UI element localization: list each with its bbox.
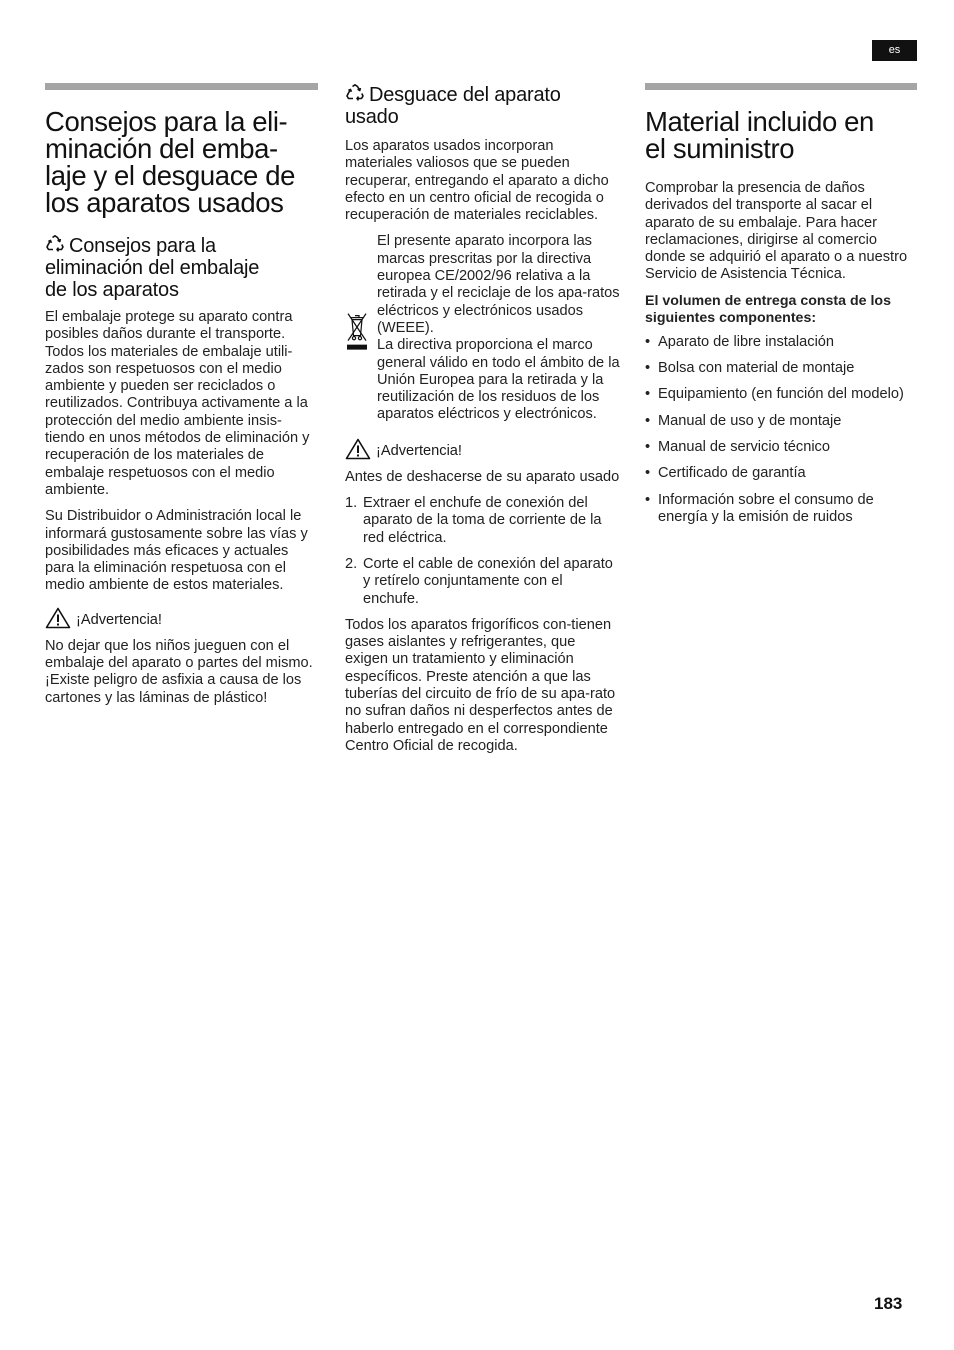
column-supplied-material — [645, 83, 917, 535]
title-line: Consejos para la eli- — [45, 106, 288, 137]
bullet: • — [645, 333, 651, 350]
list-lead: El volumen de entrega consta de los siguientes componentes: — [645, 292, 891, 326]
list-item — [645, 465, 917, 482]
recycle-icon — [45, 234, 65, 254]
bullet: • — [645, 491, 651, 508]
bullet: • — [645, 386, 651, 403]
page-number: 183 — [874, 1294, 903, 1313]
paragraph: Todos los aparatos frigoríficos con-tienen gases aislantes y refrigerantes, que exigen un tratamiento y eliminación específicos. Preste atención a que las tuberías del circuito de frío de su apa-rato no sufran daños ni desperfectos antes de haberlo entregado en el correspondiente Centro Oficial de recogida. — [345, 616, 616, 754]
paragraph: El presente aparato incorpora las marcas prescritas por la directiva europea CE/2002/96 relativa a la retirada y el reciclaje de los apa-ratos eléctricos y electrónicos usados (WEEE). — [377, 233, 620, 336]
title-line: minación del emba- — [45, 133, 278, 164]
step-number: 1. — [345, 495, 358, 512]
item-text: Certificado de garantía — [658, 465, 806, 482]
list-item — [645, 439, 917, 456]
crossed-bin-icon — [345, 236, 369, 423]
item-text: Equipamiento (en función del modelo) — [658, 386, 904, 403]
warning-icon — [45, 607, 71, 629]
warning-label: ¡Advertencia! — [376, 442, 462, 459]
item-text: Información sobre el consumo de energía y la emisión de ruidos — [658, 491, 874, 525]
list-item — [645, 334, 917, 351]
warning-label: ¡Advertencia! — [76, 611, 162, 628]
paragraph: El embalaje protege su aparato contra posibles daños durante el transporte. Todos los materiales de embalaje utili-zados son respetuosos con el medio ambiente y pueden ser reciclados o reutilizados. Contribuya activamente a la protección del medio ambiente insis-tiendo en unos métodos de eliminación y recuperación de los materiales de embalaje respetuosos con el medio ambiente. — [45, 309, 310, 498]
list-item — [345, 495, 620, 547]
list-item — [345, 556, 620, 608]
list-item — [645, 413, 917, 430]
step-number: 2. — [345, 555, 358, 572]
paragraph: Comprobar la presencia de daños derivados del transporte al sacar el aparato de su embalaje. Para hacer reclamaciones, dirigirse al comercio donde se adquirió el aparato o a nuestro Servicio de Asistencia Técnica. — [645, 180, 908, 283]
item-text: Manual de servicio técnico — [658, 438, 830, 455]
subtitle-line: de los aparatos — [45, 279, 179, 301]
bullet: • — [645, 412, 651, 429]
weee-text — [377, 233, 620, 423]
item-text: Bolsa con material de montaje — [658, 360, 855, 377]
paragraph: La directiva proporciona el marco general válido en todo el ámbito de la Unión Europea para la retirada y la reutilización de los residuos de los aparatos eléctricos y electrónicos. — [377, 337, 620, 423]
list-item — [645, 386, 917, 403]
column-disposal — [345, 83, 620, 764]
paragraph: Antes de deshacerse de su aparato usado — [345, 468, 620, 485]
steps-list — [345, 495, 620, 608]
item-text: Manual de uso y de montaje — [658, 412, 842, 429]
bullet: • — [645, 465, 651, 482]
list-item — [645, 492, 917, 527]
section-rule — [645, 83, 917, 90]
language-badge: es — [872, 40, 917, 61]
warning-heading — [345, 438, 620, 460]
title-line: los aparatos usados — [45, 187, 284, 218]
section-title-supplied — [645, 108, 917, 162]
subtitle-packaging — [45, 234, 318, 301]
subtitle-line: Consejos para la — [69, 235, 216, 257]
section-rule — [45, 83, 318, 90]
components-list — [645, 334, 917, 526]
item-text: Aparato de libre instalación — [658, 333, 835, 350]
section-title-old-appliance — [345, 83, 620, 128]
list-item — [645, 360, 917, 377]
recycle-icon — [345, 83, 365, 103]
section-title-disposal — [45, 108, 318, 216]
subtitle-line: eliminación del embalaje — [45, 257, 260, 279]
step-text: Corte el cable de conexión del aparato y retírelo conjuntamente con el enchufe. — [363, 555, 613, 607]
title-line: Desguace del aparato — [369, 84, 561, 106]
title-line: laje y el desguace de — [45, 160, 295, 191]
column-packaging — [45, 83, 318, 716]
title-line: usado — [345, 106, 399, 128]
step-text: Extraer el enchufe de conexión del aparato de la toma de corriente de la red eléctrica. — [363, 495, 602, 546]
bullet: • — [645, 360, 651, 377]
warning-icon — [345, 438, 371, 460]
title-line: el suministro — [645, 133, 795, 164]
title-line: Material incluido en — [645, 106, 874, 137]
paragraph: No dejar que los niños jueguen con el embalaje del aparato o partes del mismo. ¡Existe peligro de asfixia a causa de los cartones y las láminas de plástico! — [45, 637, 313, 706]
paragraph: Los aparatos usados incorporan materiales valiosos que se pueden recuperar, entregando el aparato a dicho efecto en un centro oficial de recogida o recuperación de materiales reciclables. — [345, 138, 609, 224]
paragraph: Su Distribuidor o Administración local le informará gustosamente sobre las vías y posibilidades más eficaces y actuales para la eliminación respetuosa con el medio ambiente de estos materiales. — [45, 508, 308, 594]
weee-notice — [345, 233, 620, 423]
warning-heading — [45, 607, 318, 629]
bullet: • — [645, 438, 651, 455]
